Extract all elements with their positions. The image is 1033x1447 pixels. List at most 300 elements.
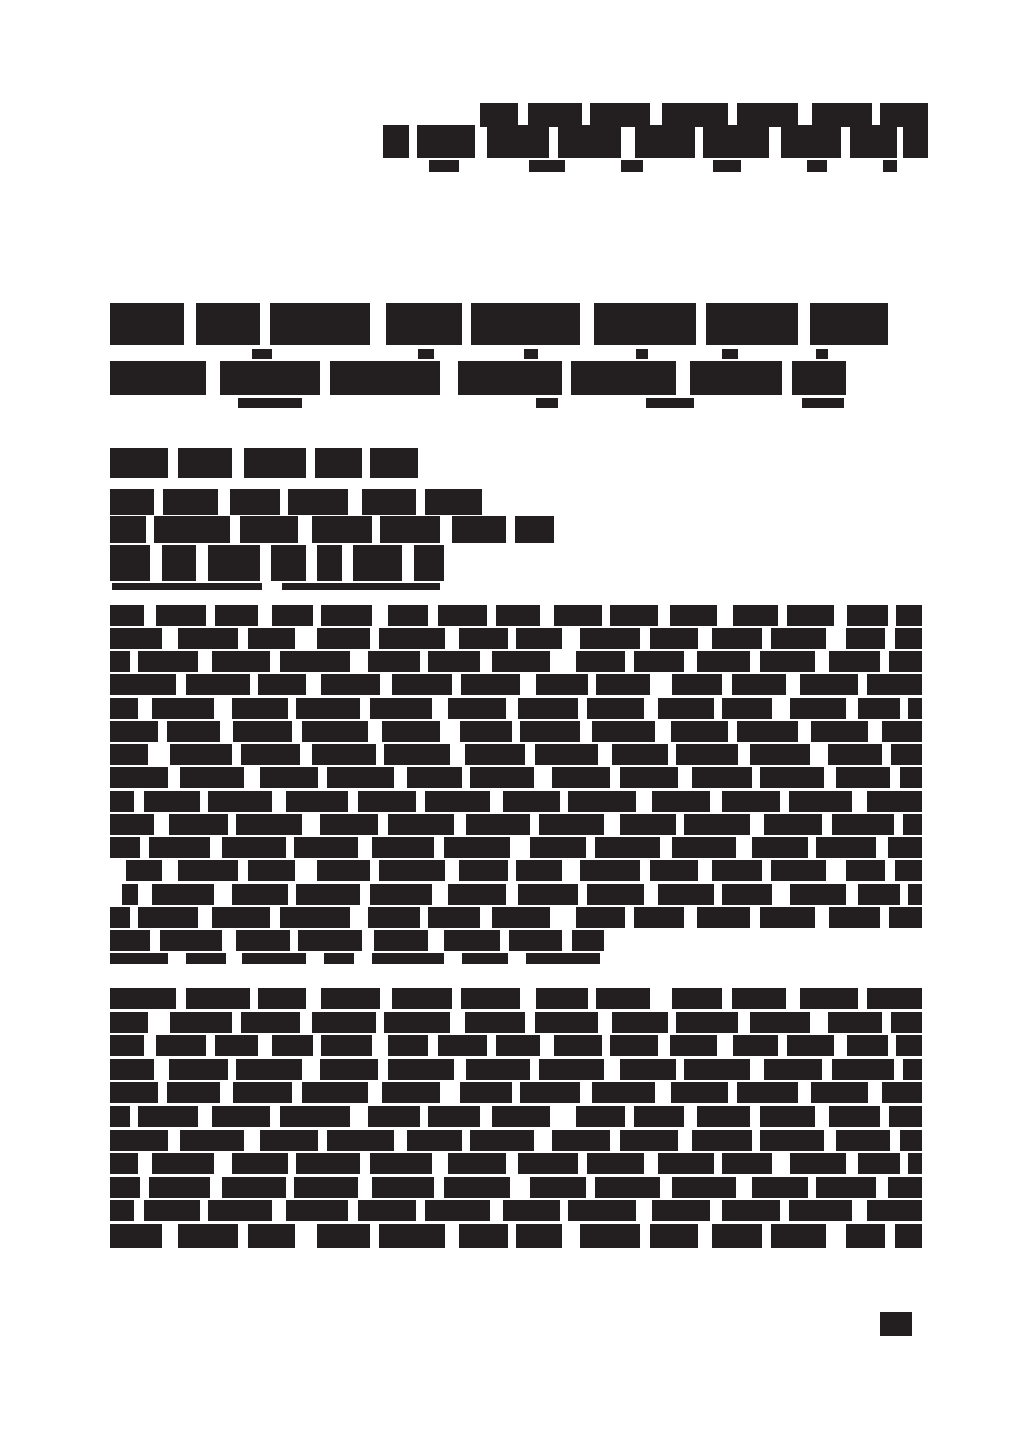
degraded-text-segment [110, 628, 162, 649]
degraded-text-segment [518, 1153, 578, 1174]
degraded-text-segment [697, 907, 750, 928]
degraded-text-segment [321, 1035, 372, 1056]
degraded-text-segment [110, 930, 150, 951]
degraded-text-segment [110, 303, 184, 345]
degraded-text-segment [368, 651, 420, 672]
degraded-text-segment [138, 651, 198, 672]
degraded-text-segment [526, 953, 600, 964]
degraded-text-segment [790, 1153, 846, 1174]
degraded-text-segment [110, 953, 168, 964]
degraded-text-segment [610, 1035, 658, 1056]
degraded-text-segment [470, 767, 534, 788]
degraded-text-segment [496, 605, 540, 626]
degraded-text-segment [321, 605, 372, 626]
degraded-text-segment [260, 1130, 318, 1151]
degraded-text-segment [829, 651, 880, 672]
degraded-text-segment [462, 953, 508, 964]
degraded-text-segment [428, 907, 480, 928]
degraded-text-segment [370, 884, 432, 905]
degraded-text-segment [448, 884, 506, 905]
degraded-text-segment [790, 884, 846, 905]
degraded-text-segment [829, 907, 880, 928]
degraded-text-segment [233, 721, 292, 742]
degraded-text-segment [242, 953, 306, 964]
degraded-text-segment [802, 398, 844, 408]
degraded-text-segment [302, 1082, 368, 1103]
degraded-text-segment [149, 1177, 210, 1198]
degraded-text-segment [240, 516, 298, 543]
degraded-text-segment [208, 791, 272, 812]
degraded-text-segment [896, 1035, 922, 1056]
degraded-text-segment [676, 1012, 738, 1033]
degraded-text-segment [816, 1177, 876, 1198]
degraded-text-segment [580, 628, 640, 649]
degraded-text-segment [520, 1082, 580, 1103]
degraded-text-segment [380, 516, 440, 543]
degraded-text-segment [321, 674, 380, 695]
degraded-text-segment [558, 125, 621, 158]
degraded-text-segment [672, 988, 722, 1009]
degraded-text-segment [587, 884, 644, 905]
degraded-text-segment [461, 674, 520, 695]
degraded-text-segment [732, 988, 786, 1009]
degraded-text-segment [800, 988, 858, 1009]
degraded-text-segment [317, 628, 370, 649]
degraded-text-segment [186, 953, 226, 964]
degraded-text-segment [781, 125, 841, 158]
degraded-text-segment [110, 1153, 138, 1174]
degraded-text-segment [470, 1130, 534, 1151]
degraded-text-segment [238, 398, 302, 408]
degraded-text-segment [652, 1200, 710, 1221]
degraded-text-segment [460, 1082, 512, 1103]
degraded-text-segment [110, 1224, 162, 1248]
degraded-text-segment [156, 605, 206, 626]
degraded-text-segment [672, 837, 736, 858]
degraded-text-segment [516, 628, 562, 649]
degraded-text-segment [459, 1224, 508, 1248]
degraded-text-segment [110, 837, 140, 858]
degraded-text-segment [110, 651, 130, 672]
degraded-text-segment [650, 628, 698, 649]
degraded-text-segment [414, 545, 444, 581]
degraded-text-segment [789, 791, 852, 812]
degraded-text-segment [458, 361, 562, 395]
degraded-text-segment [170, 1012, 232, 1033]
degraded-text-segment [750, 744, 810, 765]
degraded-text-segment [110, 698, 138, 719]
degraded-text-segment [110, 605, 144, 626]
degraded-text-segment [288, 489, 348, 515]
degraded-text-segment [232, 698, 288, 719]
degraded-text-segment [764, 1059, 822, 1080]
degraded-text-segment [112, 583, 262, 590]
degraded-text-segment [650, 1224, 698, 1248]
degraded-text-segment [883, 160, 897, 172]
degraded-text-segment [594, 303, 696, 345]
degraded-text-segment [636, 349, 648, 359]
degraded-text-segment [178, 1224, 238, 1248]
degraded-text-segment [576, 651, 625, 672]
degraded-text-segment [258, 988, 306, 1009]
degraded-text-segment [379, 860, 445, 881]
degraded-text-segment [771, 1224, 826, 1248]
degraded-text-segment [178, 860, 238, 881]
degraded-text-segment [612, 744, 668, 765]
degraded-text-segment [110, 361, 206, 395]
degraded-text-segment [847, 1035, 888, 1056]
degraded-text-segment [554, 1035, 602, 1056]
degraded-text-segment [539, 814, 604, 835]
degraded-text-segment [530, 837, 586, 858]
degraded-text-segment [737, 721, 798, 742]
degraded-text-segment [270, 303, 370, 345]
degraded-text-segment [712, 860, 762, 881]
degraded-text-segment [580, 1224, 640, 1248]
degraded-text-segment [448, 1153, 506, 1174]
degraded-text-segment [320, 1059, 378, 1080]
degraded-text-segment [384, 744, 450, 765]
degraded-text-segment [152, 698, 214, 719]
degraded-text-segment [312, 1012, 376, 1033]
degraded-text-segment [530, 1177, 586, 1198]
degraded-text-segment [110, 907, 130, 928]
degraded-text-segment [888, 1177, 922, 1198]
degraded-text-segment [110, 1200, 134, 1221]
degraded-text-segment [178, 628, 238, 649]
degraded-text-segment [163, 489, 218, 515]
degraded-text-segment [518, 698, 578, 719]
degraded-text-segment [535, 1012, 598, 1033]
degraded-text-segment [370, 1153, 432, 1174]
degraded-text-segment [144, 791, 200, 812]
degraded-text-segment [110, 1177, 140, 1198]
degraded-text-segment [160, 930, 222, 951]
degraded-text-segment [296, 1153, 360, 1174]
degraded-text-segment [286, 1200, 348, 1221]
degraded-text-segment [180, 767, 244, 788]
degraded-text-segment [321, 988, 380, 1009]
degraded-text-segment [388, 1059, 454, 1080]
degraded-text-segment [836, 767, 890, 788]
degraded-text-segment [236, 930, 290, 951]
degraded-text-segment [690, 361, 782, 395]
degraded-text-segment [750, 1012, 810, 1033]
degraded-text-segment [312, 516, 372, 543]
degraded-text-segment [722, 1200, 780, 1221]
degraded-text-segment [383, 125, 409, 158]
degraded-text-segment [418, 349, 434, 359]
degraded-text-segment [232, 1153, 288, 1174]
degraded-text-segment [236, 1059, 302, 1080]
degraded-text-segment [790, 698, 846, 719]
degraded-text-segment [520, 721, 580, 742]
degraded-text-segment [503, 791, 560, 812]
degraded-text-segment [212, 907, 270, 928]
degraded-text-segment [372, 837, 434, 858]
degraded-text-segment [692, 767, 752, 788]
degraded-text-segment [811, 721, 868, 742]
degraded-text-segment [110, 1012, 148, 1033]
degraded-text-segment [635, 125, 695, 158]
degraded-text-segment [379, 1224, 445, 1248]
degraded-text-segment [891, 1012, 922, 1033]
degraded-text-segment [706, 303, 798, 345]
degraded-text-segment [110, 674, 176, 695]
degraded-text-segment [154, 516, 230, 543]
degraded-text-segment [110, 1035, 144, 1056]
degraded-text-segment [110, 1106, 130, 1127]
degraded-text-segment [386, 303, 462, 345]
degraded-text-segment [692, 1130, 752, 1151]
degraded-text-segment [466, 814, 530, 835]
degraded-text-segment [596, 674, 650, 695]
degraded-text-segment [697, 651, 750, 672]
degraded-text-segment [215, 605, 258, 626]
degraded-text-segment [492, 907, 550, 928]
degraded-text-segment [846, 1224, 885, 1248]
degraded-text-segment [429, 160, 459, 172]
degraded-text-segment [170, 744, 232, 765]
degraded-text-segment [903, 1059, 922, 1080]
degraded-text-segment [646, 398, 694, 408]
degraded-text-segment [509, 930, 562, 951]
degraded-text-segment [596, 988, 650, 1009]
degraded-text-segment [110, 1082, 158, 1103]
degraded-text-segment [903, 125, 928, 158]
degraded-text-segment [733, 1035, 778, 1056]
degraded-text-segment [650, 860, 698, 881]
degraded-text-segment [891, 744, 922, 765]
degraded-text-segment [162, 545, 196, 581]
degraded-text-segment [590, 103, 650, 127]
degraded-text-segment [372, 953, 444, 964]
degraded-text-segment [712, 1224, 762, 1248]
degraded-text-segment [317, 545, 342, 581]
degraded-text-segment [732, 674, 786, 695]
degraded-text-segment [895, 1224, 922, 1248]
degraded-text-segment [587, 698, 644, 719]
degraded-text-segment [612, 1012, 668, 1033]
degraded-text-segment [829, 1106, 880, 1127]
degraded-text-segment [144, 1200, 200, 1221]
degraded-text-segment [384, 1012, 450, 1033]
degraded-text-segment [524, 349, 538, 359]
degraded-text-segment [662, 103, 728, 127]
degraded-text-segment [800, 674, 858, 695]
degraded-text-segment [110, 545, 150, 581]
degraded-text-segment [889, 907, 922, 928]
degraded-text-segment [232, 884, 288, 905]
degraded-text-segment [358, 791, 416, 812]
degraded-text-segment [896, 605, 922, 626]
degraded-text-segment [258, 674, 306, 695]
degraded-text-segment [634, 1106, 684, 1127]
degraded-text-segment [516, 1224, 562, 1248]
degraded-text-segment [294, 837, 358, 858]
degraded-text-segment [317, 860, 370, 881]
degraded-text-segment [722, 698, 772, 719]
degraded-text-segment [428, 651, 480, 672]
degraded-text-segment [764, 814, 822, 835]
degraded-text-segment [722, 791, 780, 812]
degraded-text-segment [670, 1035, 717, 1056]
degraded-text-segment [671, 1082, 728, 1103]
degraded-text-segment [713, 160, 741, 172]
degraded-text-segment [828, 1012, 882, 1033]
degraded-text-segment [167, 721, 220, 742]
degraded-text-segment [554, 605, 602, 626]
degraded-text-segment [152, 1153, 214, 1174]
degraded-text-segment [634, 651, 684, 672]
degraded-text-segment [595, 1177, 660, 1198]
degraded-text-segment [368, 1106, 420, 1127]
degraded-text-segment [280, 907, 350, 928]
degraded-text-segment [515, 516, 554, 543]
degraded-text-segment [760, 1130, 824, 1151]
degraded-text-segment [889, 1106, 922, 1127]
degraded-text-segment [372, 1177, 434, 1198]
degraded-text-segment [503, 1200, 560, 1221]
degraded-text-segment [568, 791, 636, 812]
degraded-text-segment [222, 1177, 286, 1198]
degraded-text-segment [882, 721, 922, 742]
degraded-text-segment [241, 744, 300, 765]
degraded-text-segment [241, 1012, 300, 1033]
degraded-text-segment [110, 721, 158, 742]
degraded-text-segment [110, 791, 134, 812]
degraded-text-segment [568, 1200, 636, 1221]
degraded-text-segment [850, 125, 897, 158]
degraded-text-segment [895, 628, 922, 649]
degraded-text-segment [271, 545, 306, 581]
degraded-text-segment [572, 930, 604, 951]
degraded-text-segment [516, 860, 562, 881]
degraded-text-segment [465, 1012, 525, 1033]
degraded-text-segment [529, 160, 565, 172]
degraded-text-segment [908, 884, 922, 905]
degraded-text-segment [552, 1130, 610, 1151]
degraded-text-segment [888, 837, 922, 858]
degraded-text-segment [208, 1200, 272, 1221]
degraded-text-segment [812, 103, 872, 127]
degraded-text-segment [889, 651, 922, 672]
degraded-text-segment [836, 1130, 890, 1151]
degraded-text-segment [620, 1130, 678, 1151]
degraded-text-segment [752, 837, 808, 858]
degraded-text-segment [908, 1153, 922, 1174]
degraded-text-segment [244, 448, 306, 478]
degraded-text-segment [858, 1153, 900, 1174]
degraded-text-segment [312, 744, 376, 765]
degraded-text-segment [459, 860, 508, 881]
degraded-text-segment [152, 884, 214, 905]
degraded-text-segment [587, 1153, 644, 1174]
degraded-text-segment [880, 103, 928, 127]
degraded-text-segment [169, 1059, 228, 1080]
degraded-text-segment [760, 1106, 815, 1127]
degraded-text-segment [374, 930, 428, 951]
degraded-text-segment [370, 698, 432, 719]
degraded-text-segment [208, 545, 260, 581]
degraded-text-segment [672, 674, 722, 695]
degraded-text-segment [110, 1059, 154, 1080]
degraded-text-segment [536, 398, 558, 408]
degraded-text-segment [847, 605, 888, 626]
degraded-text-segment [382, 1082, 440, 1103]
degraded-text-segment [379, 628, 445, 649]
degraded-text-segment [122, 884, 138, 905]
degraded-text-segment [388, 605, 428, 626]
degraded-text-segment [282, 583, 440, 590]
degraded-text-segment [592, 1082, 655, 1103]
degraded-text-segment [298, 930, 362, 951]
degraded-text-segment [466, 1059, 530, 1080]
degraded-text-segment [425, 791, 490, 812]
degraded-text-segment [703, 125, 769, 158]
degraded-text-segment [492, 651, 550, 672]
degraded-text-segment [722, 349, 738, 359]
degraded-text-segment [518, 884, 578, 905]
degraded-text-segment [712, 628, 762, 649]
degraded-text-segment [260, 767, 318, 788]
degraded-text-segment [697, 1106, 750, 1127]
degraded-text-segment [858, 884, 900, 905]
degraded-text-segment [471, 303, 580, 345]
degraded-text-segment [362, 489, 416, 515]
degraded-text-segment [576, 1106, 625, 1127]
degraded-text-segment [286, 791, 348, 812]
degraded-text-segment [752, 1177, 808, 1198]
degraded-text-segment [324, 953, 354, 964]
degraded-text-segment [459, 628, 508, 649]
degraded-text-segment [867, 674, 922, 695]
degraded-text-segment [248, 628, 295, 649]
degraded-text-segment [592, 721, 655, 742]
degraded-text-segment [296, 884, 360, 905]
degraded-text-segment [215, 1035, 258, 1056]
degraded-text-segment [428, 1106, 480, 1127]
degraded-text-segment [895, 860, 922, 881]
degraded-text-segment [903, 814, 922, 835]
degraded-text-segment [178, 448, 232, 478]
degraded-text-segment [186, 988, 250, 1009]
degraded-text-segment [571, 361, 676, 395]
degraded-text-segment [900, 767, 922, 788]
degraded-text-segment [149, 837, 210, 858]
degraded-text-segment [760, 651, 815, 672]
degraded-text-segment [138, 1106, 198, 1127]
degraded-text-segment [110, 489, 154, 515]
degraded-text-segment [858, 698, 900, 719]
degraded-text-segment [528, 103, 582, 127]
degraded-text-segment [444, 930, 500, 951]
degraded-text-segment [536, 674, 588, 695]
degraded-text-segment [368, 907, 420, 928]
degraded-text-segment [536, 988, 588, 1009]
degraded-text-segment [580, 860, 640, 881]
degraded-text-segment [737, 103, 798, 127]
degraded-text-segment [900, 1130, 922, 1151]
degraded-text-segment [722, 884, 772, 905]
degraded-text-segment [610, 605, 658, 626]
degraded-text-segment [280, 1106, 350, 1127]
degraded-text-segment [330, 361, 440, 395]
degraded-text-segment [760, 907, 815, 928]
degraded-text-segment [230, 489, 280, 515]
degraded-text-segment [110, 516, 146, 543]
degraded-text-segment [425, 1200, 490, 1221]
